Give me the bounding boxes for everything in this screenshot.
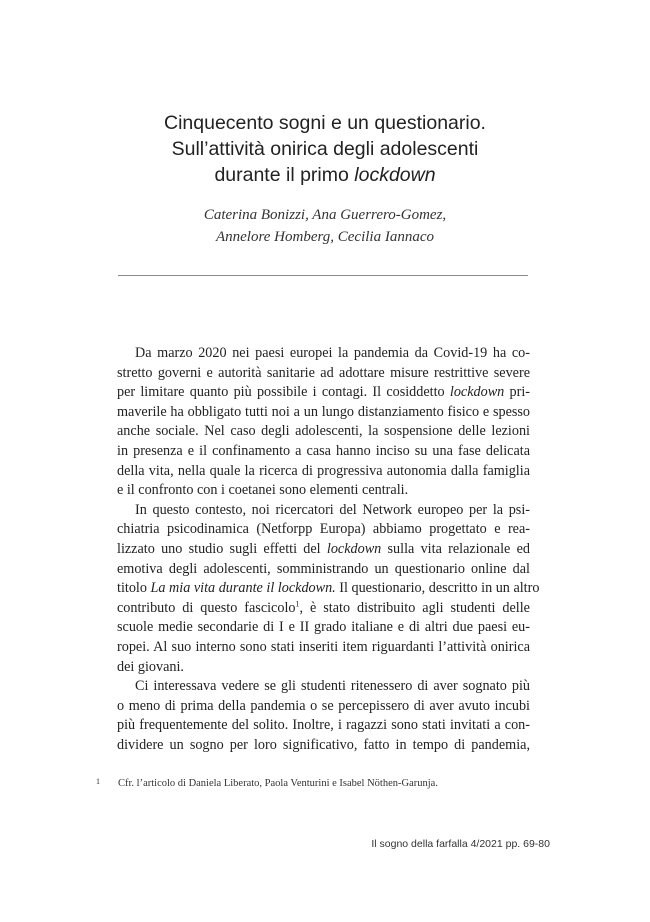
footnote-ref: 1 <box>295 598 300 608</box>
body-line: emotiva degli adolescenti, somministrando un questionario online dal <box>117 560 530 577</box>
body-line: più frequentemente del solito. Inoltre, i ragazzi sono stati invitati a con- <box>117 717 530 734</box>
title-line-3 <box>0 162 650 188</box>
title-line-3-italic: lockdown <box>354 164 436 186</box>
body-line: contributo di questo fascicolo$^1$, è stato distribuito agli studenti delle <box>117 598 530 616</box>
body-line: della vita, nella quale la ricerca di progressiva autonomia dalla famiglia <box>117 462 530 479</box>
body-line: Da marzo 2020 nei paesi europei la pandemia da Covid-19 ha co- <box>135 345 530 361</box>
footnote-text: Cfr. l’articolo di Daniela Liberato, Paola Venturini e Isabel Nöthen-Garunja. <box>118 778 438 789</box>
body-line: per limitare quanto più possibile i contagi. Il cosiddetto lockdown pri- <box>117 384 531 401</box>
footnote-number: 1 <box>96 777 100 786</box>
body-line: chiatria psicodinamica (Netforpp Europa) abbiamo progettato e rea- <box>117 521 530 538</box>
paragraph-2 <box>117 501 540 677</box>
body-line: lizzato uno studio sugli effetti del lockdown sulla vita relazionale ed <box>117 540 530 557</box>
body-line: o meno di prima della pandemia o se percepissero di aver avuto incubi <box>117 697 530 714</box>
authors-line-1: Caterina Bonizzi, Ana Guerrero-Gomez, <box>203 207 447 223</box>
authors-line-2: Annelore Homberg, Cecilia Iannaco <box>215 229 434 245</box>
footnote <box>96 775 546 791</box>
body-line: e il confronto con i coetanei sono elementi centrali. <box>117 482 409 499</box>
body-line: ropei. Al suo interno sono stati inseriti item riguardanti l’attività onirica <box>117 638 530 655</box>
running-footer: Il sogno della farfalla 4/2021 pp. 69-80 <box>371 838 550 850</box>
article-title <box>0 110 650 188</box>
body-line: anche sociale. Nel caso degli adolescenti, la sospensione delle lezioni <box>117 423 530 440</box>
body-line: Ci interessava vedere se gli studenti ritenessero di aver sognato più <box>135 678 530 695</box>
body-line: titolo La mia vita durante il lockdown. Il questionario, descritto in un altro <box>117 580 540 597</box>
body-line: in presenza e il confinamento a casa hanno inciso su una fase delicata <box>117 442 530 459</box>
body-line: maverile ha obbligato tutti noi a un lungo distanziamento fisico e spesso <box>117 403 530 420</box>
title-line-3-prefix: durante il primo <box>214 164 349 186</box>
authors <box>0 204 650 248</box>
body-line: scuole medie secondarie di I e II grado italiane e di altri due paesi eu- <box>117 619 530 636</box>
title-line-2: Sull’attività onirica degli adolescenti <box>171 138 479 160</box>
paragraph-1 <box>117 344 530 501</box>
body-line: stretto governi e autorità sanitarie ad adottare misure restrittive severe <box>117 364 530 381</box>
body-line: In questo contesto, noi ricercatori del Network europeo per la psi- <box>135 501 530 518</box>
body-line: dei giovani. <box>117 658 184 675</box>
title-line-1: Cinquecento sogni e un questionario. <box>164 112 486 134</box>
title-divider <box>118 275 528 276</box>
article-body <box>117 344 540 755</box>
body-line: dividere un sogno per loro significativo, fatto in tempo di pandemia, <box>117 736 530 753</box>
paragraph-3 <box>117 677 530 755</box>
